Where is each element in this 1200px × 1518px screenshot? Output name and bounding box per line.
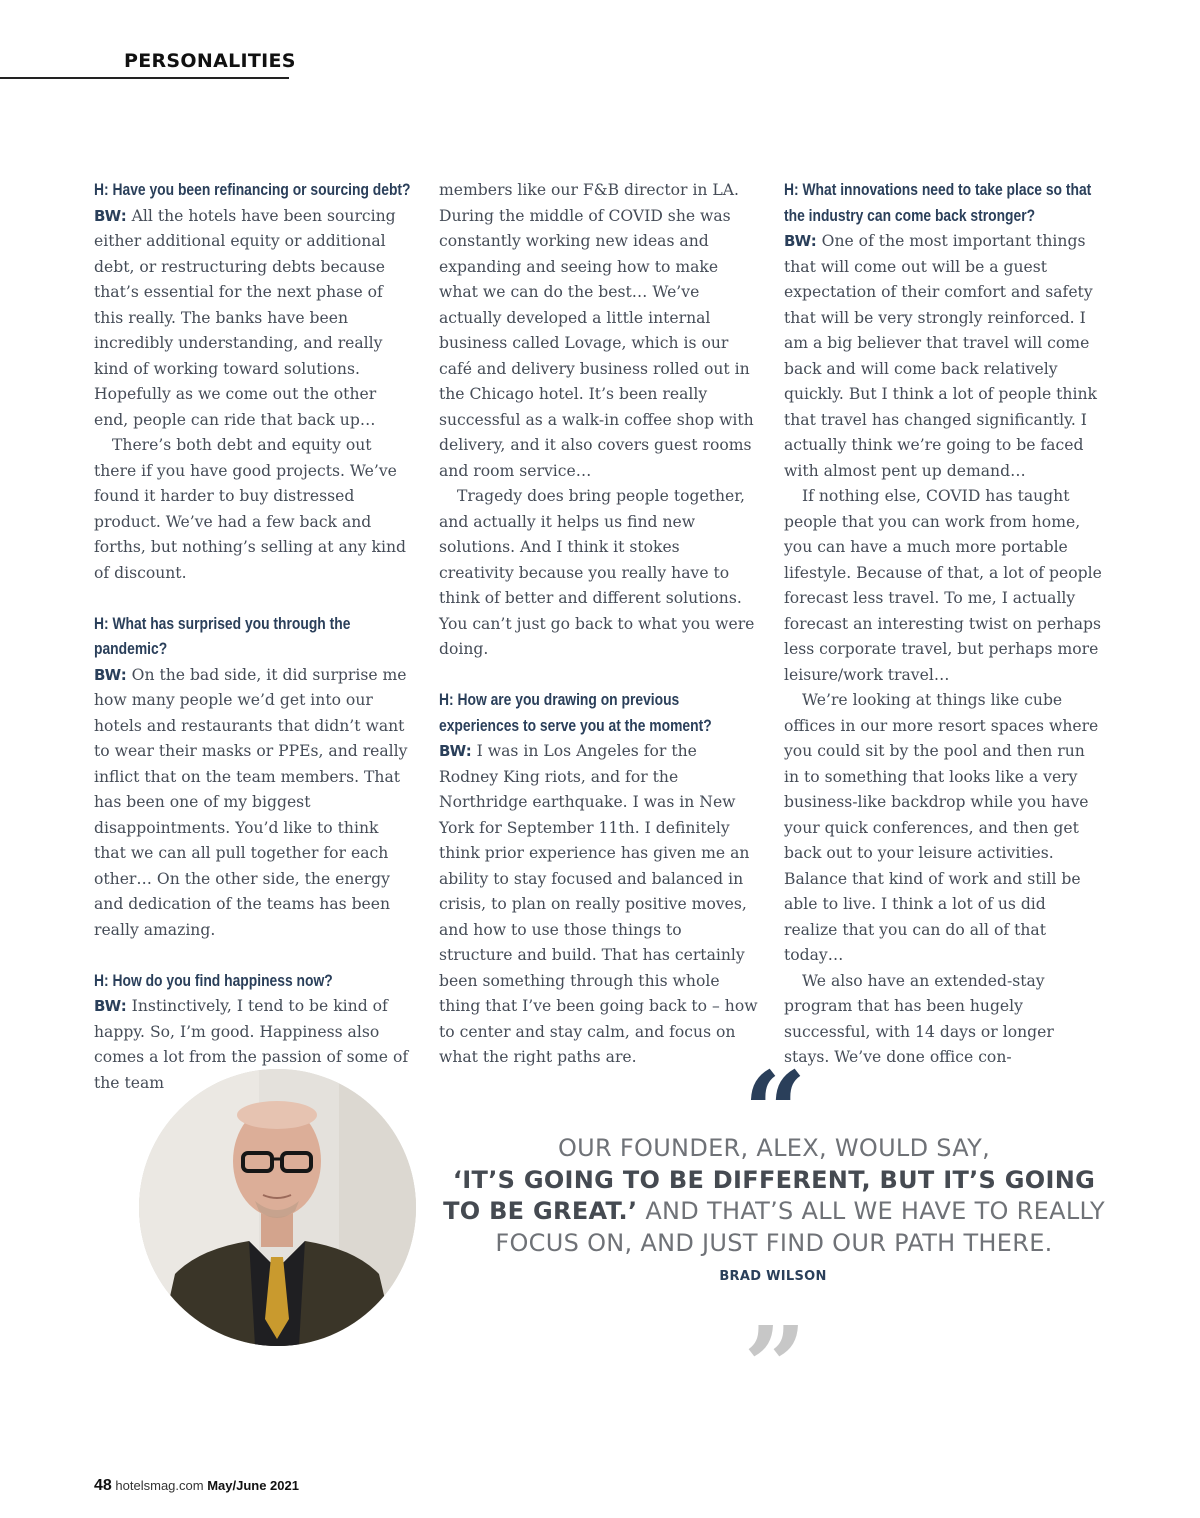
answer-paragraph <box>94 663 414 944</box>
open-quote-icon: “ <box>743 1047 807 1176</box>
issue-date: May/June 2021 <box>207 1478 299 1493</box>
body-paragraph: We also have an extended-stay program that has been hugely successful, with 14 days or longer stays. We’ve done office con- <box>784 971 1054 1066</box>
body-paragraph: If nothing else, COVID has taught people that you can work from home, you can have a much more portable lifestyle. Because of that, a lot of people forecast less travel. To me, I actually forecast an interesting twist on perhaps less corporate travel, but perhaps more leisure/work travel… <box>784 487 1102 684</box>
speaker-label: BW: <box>784 232 817 250</box>
question-heading: H: What innovations need to take place so that the industry can come back stronger? <box>784 181 1092 225</box>
question-heading: H: How do you find happiness now? <box>94 971 333 990</box>
portrait-illustration <box>139 1069 416 1346</box>
site-name: hotelsmag.com <box>115 1478 204 1493</box>
pull-quote-rest: AND THAT’S ALL WE HAVE TO REALLY FOCUS ON, AND JUST FIND OUR PATH THERE. <box>495 1197 1105 1257</box>
pull-quote-line1: OUR FOUNDER, ALEX, WOULD SAY, <box>557 1134 991 1162</box>
speaker-label: BW: <box>94 997 127 1015</box>
answer-text: Instinctively, I tend to be kind of happy. So, I’m good. Happiness also comes a lot from the passion of some of the team <box>94 997 409 1092</box>
answer-text: I was in Los Angeles for the Rodney King riots, and for the Northridge earthquake. I was in New York for September 11th. I definitely think prior experience has given me an ability to stay focused and balanced in crisis, to plan on really positive moves, and how to use those things to structure and build. That has certainly been something through this whole thing that I’ve been going back to – how to center and stay calm, and focus on what the right paths are. <box>439 742 758 1066</box>
speaker-label: BW: <box>94 665 127 684</box>
answer-paragraph <box>94 204 414 434</box>
portrait-photo <box>139 1069 416 1346</box>
answer-text: One of the most important things that will come out will be a guest expectation of their comfort and safety that will be very strongly reinforced. I am a big believer that travel will come back and will come back relatively quickly. But I think a lot of people think that travel has changed significantly. I actually think we’re going to be faced with almost pent up demand… <box>784 232 1097 480</box>
page-footer <box>94 1477 299 1495</box>
speaker-label: BW: <box>94 206 127 225</box>
question-heading: H: How are you drawing on previous experiences to serve you at the moment? <box>439 691 712 735</box>
body-paragraph: We’re looking at things like cube offices in our more resort spaces where you could sit by the pool and then run in to something that looks like a very business-like backdrop while you have your quick conferences, and then get back out to your leisure activities. Balance that kind of work and still be able to live. I think a lot of us did realize that you can do all of that today… <box>784 691 1099 964</box>
article-column-1 <box>94 178 414 1096</box>
question-heading: H: Have you been refinancing or sourcing debt? <box>94 181 411 199</box>
answer-paragraph <box>784 229 1104 484</box>
pull-quote <box>440 1133 1108 1259</box>
answer-text: All the hotels have been sourcing either additional equity or additional debt, or restructuring debts because that’s essential for the next phase of this really. The banks have been incredibly understanding, and really kind of working toward solutions. Hopefully as we come out the other end, people can ride that back up… <box>94 206 396 429</box>
page-number: 48 <box>94 1477 112 1494</box>
article-column-2 <box>439 178 759 1071</box>
answer-paragraph <box>439 739 759 1071</box>
body-paragraph: members like our F&B director in LA. During the middle of COVID she was constantly working new ideas and expanding and seeing how to make what we can do the best… We’ve actually developed a little internal business called Lovage, which is our café and delivery business rolled out in the Chicago hotel. It’s been really successful as a walk-in coffee shop with delivery, and it also covers guest rooms and room service… <box>439 181 754 480</box>
body-paragraph: Tragedy does bring people together, and actually it helps us find new solutions. And I think it stokes creativity because you really have to think of better and different solutions. You can’t just go back to what you were doing. <box>439 487 755 658</box>
pull-quote-emphasis: ‘IT’S GOING TO BE DIFFERENT, BUT IT’S GOING TO BE GREAT.’ <box>443 1165 1096 1225</box>
section-rule <box>0 77 289 79</box>
section-label: PERSONALITIES <box>124 50 296 72</box>
speaker-label: BW: <box>439 742 472 760</box>
pull-quote-attribution: BRAD WILSON <box>719 1269 827 1284</box>
article-column-3 <box>784 178 1104 1071</box>
question-heading: H: What has surprised you through the pandemic? <box>94 614 351 658</box>
body-paragraph: There’s both debt and equity out there if you have good projects. We’ve found it harder to buy distressed product. We’ve had a few back and forths, but nothing’s selling at any kind of discount. <box>94 436 407 582</box>
answer-text: On the bad side, it did surprise me how many people we’d get into our hotels and restaurants that didn’t want to wear their masks or PPEs, and really inflict that on the team members. That has been one of my biggest disappointments. You’d like to think that we can all pull together for each other… On the other side, the energy and dedication of the teams has been really amazing. <box>94 665 408 939</box>
close-quote-icon: ” <box>743 1302 807 1431</box>
